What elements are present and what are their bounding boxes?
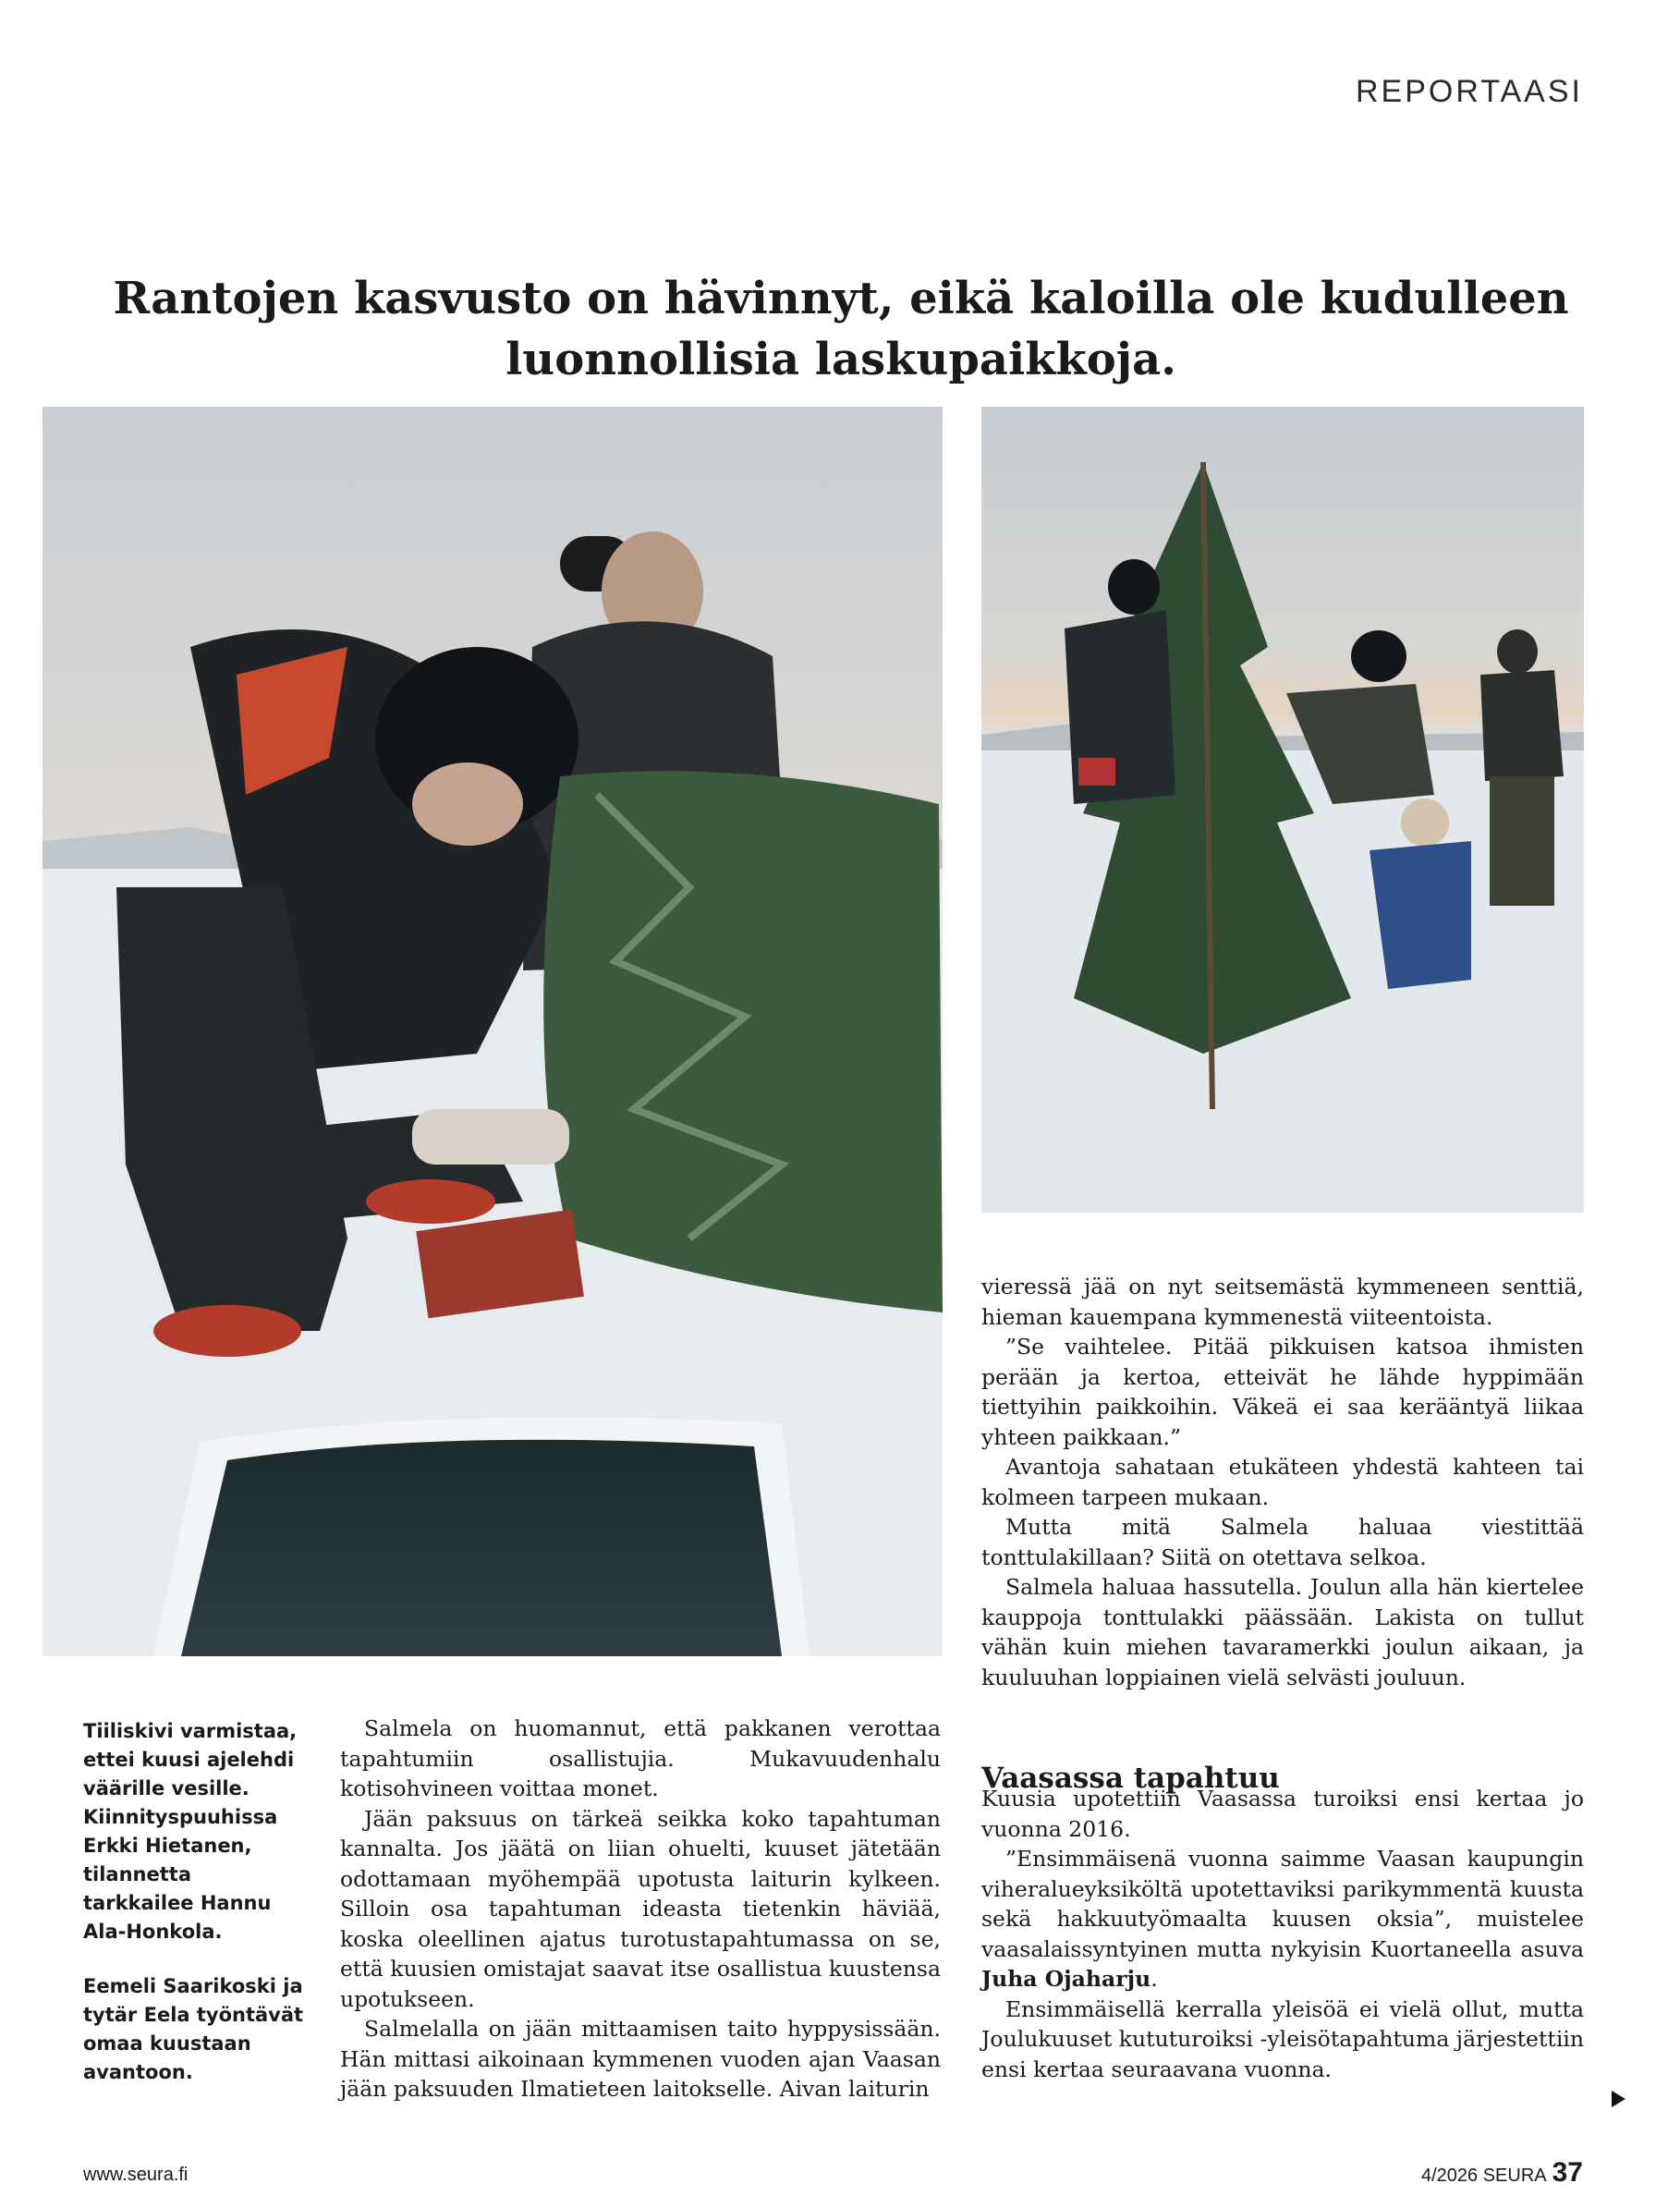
article-column-middle [340, 1714, 941, 2104]
paragraph [981, 1844, 1584, 1995]
article-column-right-bottom [981, 1784, 1584, 2084]
quote-text: ”Ensimmäisenä vuonna saimme Vaasan kaupungin viheralueyksiköltä upotettaviksi parikymmentä kuusta sekä hakkuutyömaalta kuusen oksia”, muistelee vaasalaissyntyinen mutta nykyisin Kuortaneella asuva [981, 1846, 1584, 1962]
subheading: Vaasassa tapahtuu [981, 1761, 1280, 1795]
issue-label: 4/2026 SEURA [1420, 2166, 1547, 2186]
page-number: 37 [1552, 2157, 1583, 2188]
paragraph: ”Se vaihtelee. Pitää pikkuisen katsoa ihmisten perään ja kertoa, etteivät he lähde hyppimään tiettyihin paikkoihin. Väkeä ei saa kerääntyä liikaa yhteen paikkaan.” [981, 1334, 1584, 1450]
footer-issue [1421, 2157, 1583, 2189]
caption-ice-hole: Tiiliskivi varmistaa, ettei kuusi ajelehdi väärille vesille. Kiinnityspuuhissa Erkki Hietanen, tilannetta tarkkailee Hannu Ala-Honkola. [83, 1720, 298, 1943]
paragraph: Salmela on huomannut, että pakkanen verottaa tapahtumiin osallistujia. Mukavuudenhalu kotisohvineen voittaa monet. [340, 1715, 941, 1801]
article-column-right-top [981, 1272, 1584, 1692]
paragraph: Mutta mitä Salmela haluaa viestittää tonttulakillaan? Siitä on otettava selkoa. [981, 1514, 1584, 1570]
paragraph: Salmela haluaa hassutella. Joulun alla hän kiertelee kauppoja tonttulakki päässään. Lakista on tullut vähän kuin miehen tavaramerkki joulun aikaan, ja kuuluuhan loppiainen vielä selvästi jouluun. [981, 1574, 1584, 1690]
caption-family: Eemeli Saarikoski ja tytär Eela työntävät omaa kuustaan avantoon. [83, 1975, 304, 2083]
headline: Rantojen kasvusto on hävinnyt, eikä kaloilla ole kudulleen luonnollisia laskupaikkoja. [113, 273, 1569, 386]
paragraph: vieressä jää on nyt seitsemästä kymmeneen senttiä, hieman kauempana kymmenestä viiteentoista. [981, 1274, 1584, 1330]
section-label: REPORTAASI [1355, 74, 1583, 109]
continue-arrow-icon [1612, 2091, 1625, 2107]
paragraph: Ensimmäisellä kerralla yleisöä ei vielä ollut, mutta Joulukuuset kututuroiksi -yleisötapahtuma järjestettiin ensi kertaa seuraavana vuonna. [981, 1995, 1584, 2082]
paragraph: Jään paksuus on tärkeä seikka koko tapahtuman kannalta. Jos jäätä on liian ohuelti, kuuset jätetään odottamaan myöhempää upotusta laiturin kylkeen. Silloin osa tapahtuman ideasta tietenkin häviää, koska oleellinen ajatus turotustapahtumassa on se, että kuusien omistajat saavat itse osallistua kuustensa upotukseen. [340, 1805, 941, 2012]
paragraph: Kuusia upotettiin Vaasassa turoiksi ensi kertaa jo vuonna 2016. [981, 1786, 1584, 1842]
photo-family-tree [981, 407, 1584, 1213]
punctuation: . [1150, 1966, 1158, 1992]
paragraph: Avantoja sahataan etukäteen yhdestä kahteen tai kolmeen tarpeen mukaan. [981, 1454, 1584, 1510]
photo-ice-hole-tree [43, 407, 943, 1656]
footer-website: www.seura.fi [83, 2165, 189, 2185]
person-name: Juha Ojaharju [981, 1966, 1151, 1992]
paragraph: Salmelalla on jään mittaamisen taito hyppysissään. Hän mittasi aikoinaan kymmenen vuoden ajan Vaasan jään paksuuden Ilmatieteen laitokselle. Aivan laiturin [340, 2016, 941, 2102]
